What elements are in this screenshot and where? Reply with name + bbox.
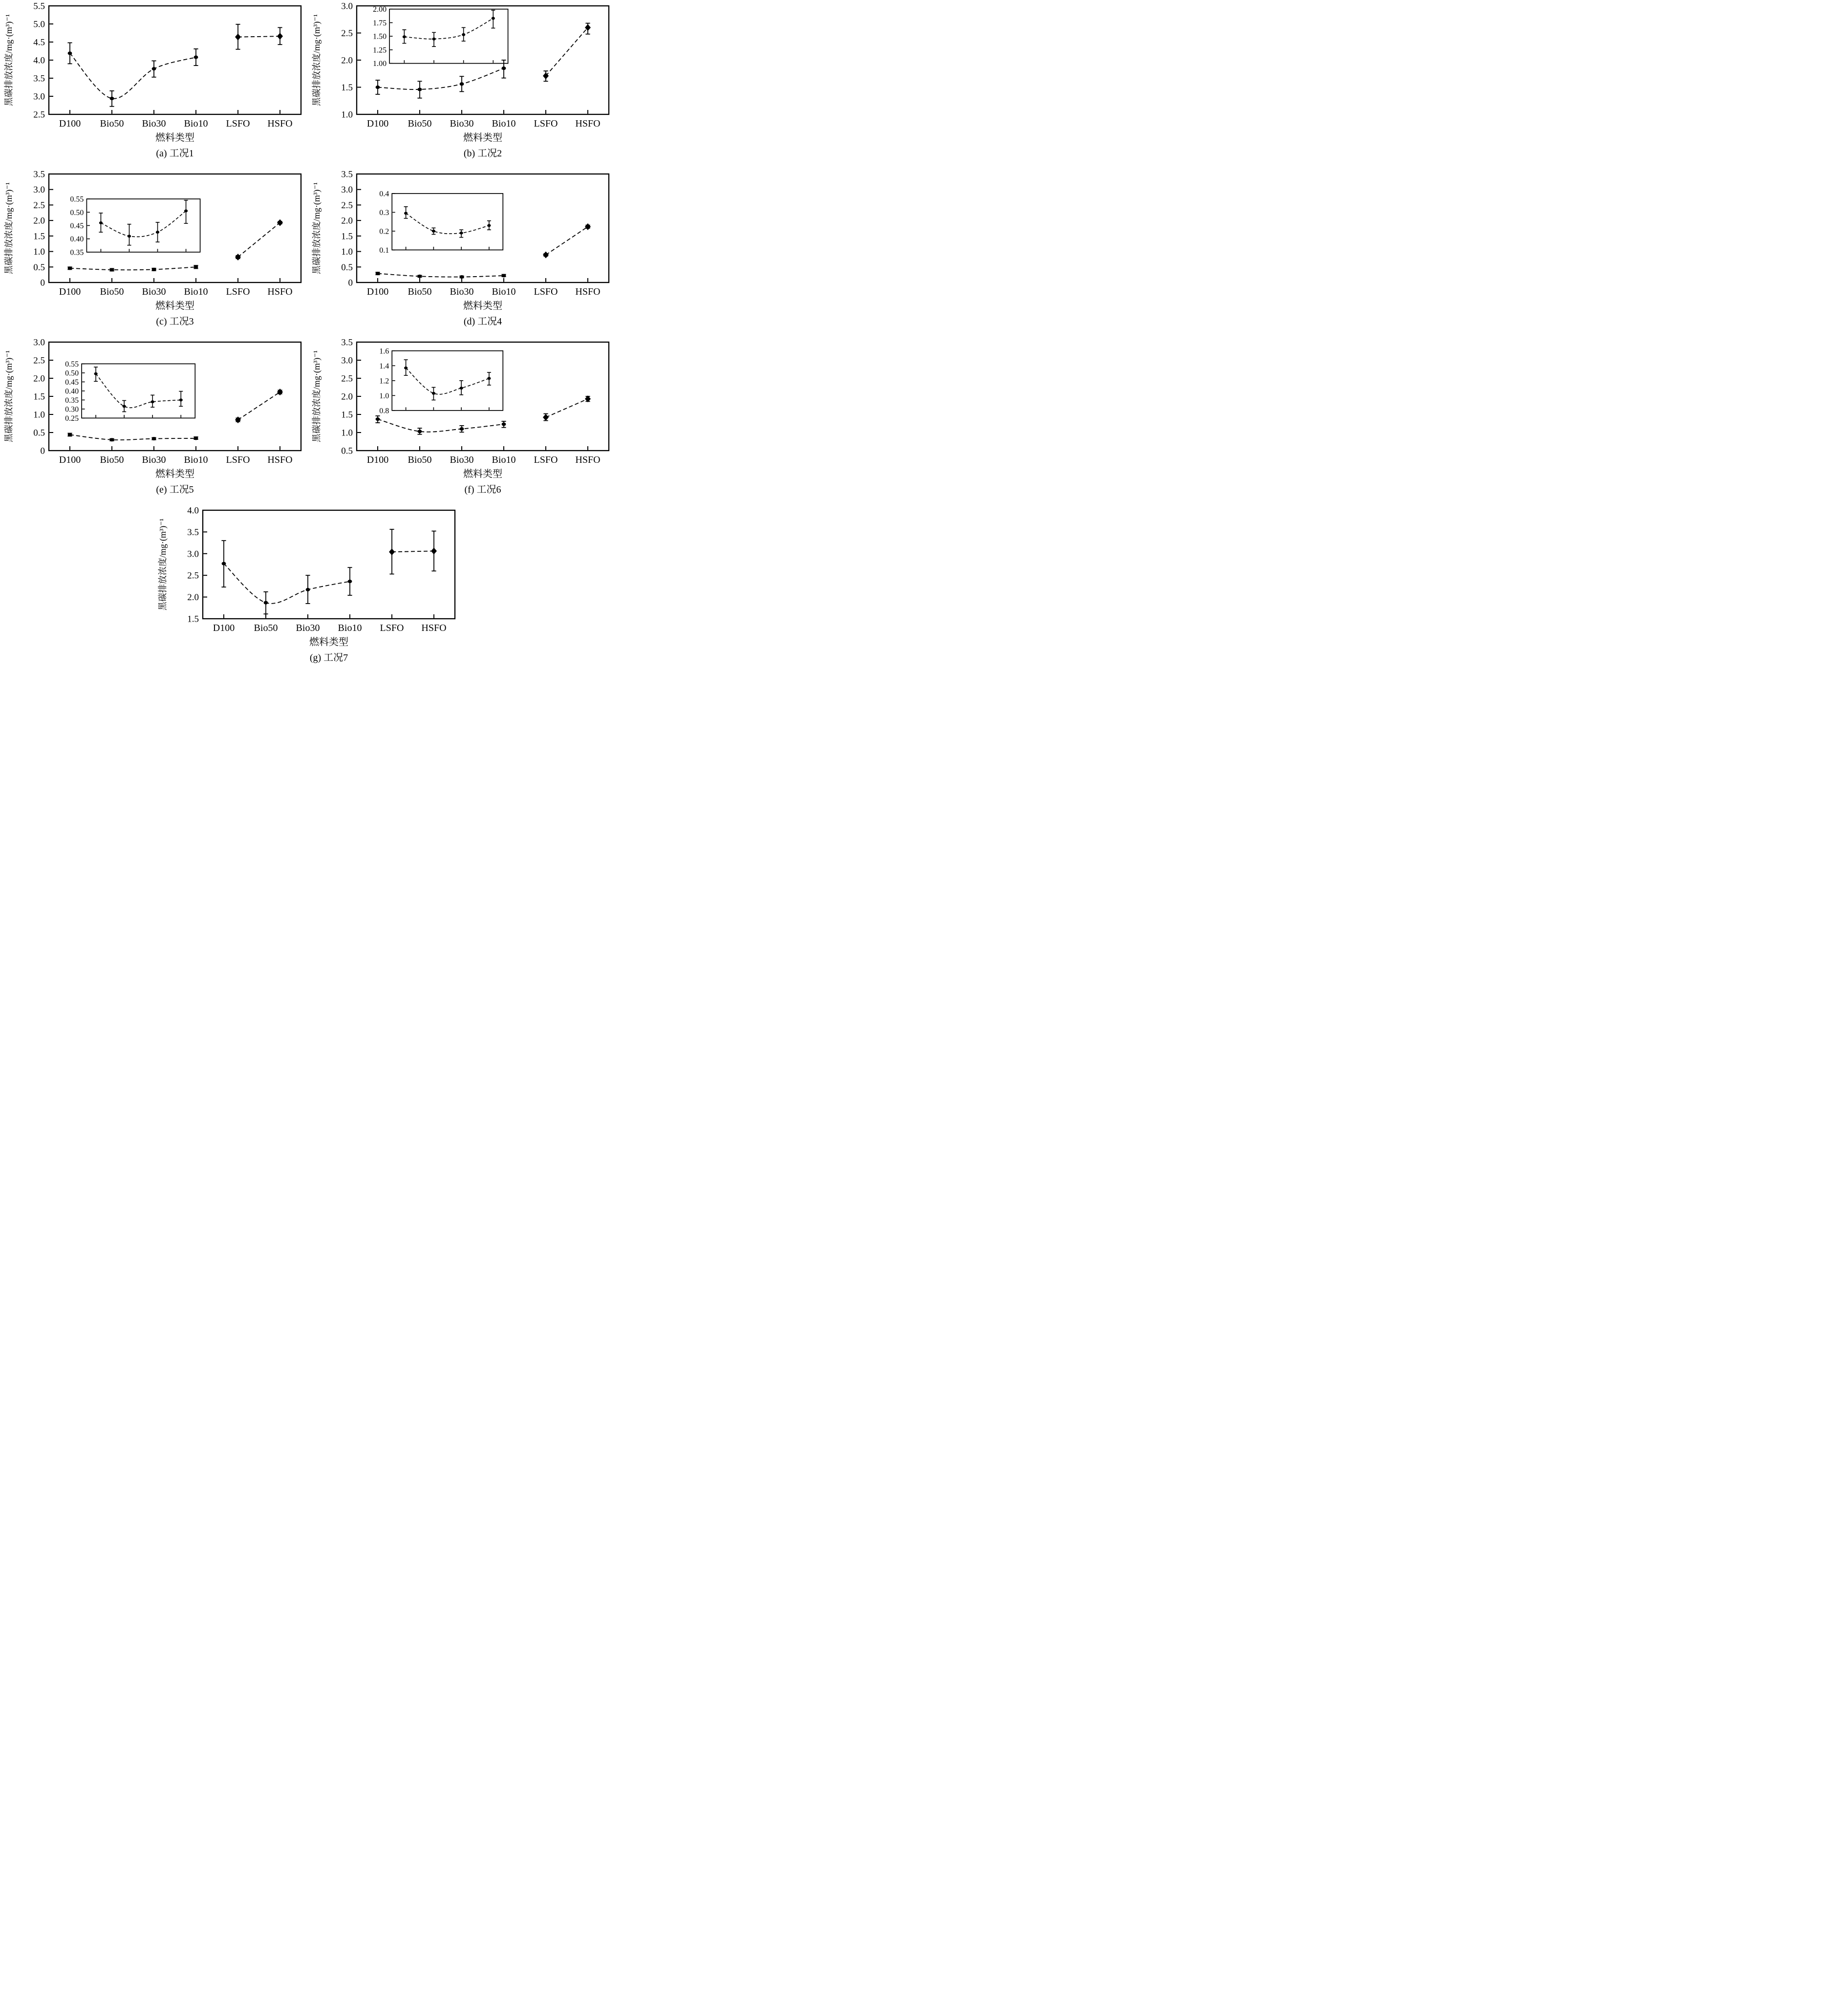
y-tick-label: 1.5 (341, 231, 353, 242)
subplot-a (0, 0, 308, 168)
x-axis-label: 燃料类型 (155, 469, 194, 479)
x-tick-label: Bio30 (142, 286, 166, 297)
x-tick-label: Bio30 (142, 455, 166, 465)
plot-frame (203, 510, 455, 619)
inset-y-tick-label: 1.4 (379, 362, 389, 370)
inset-y-tick-label: 0.25 (65, 414, 79, 423)
x-tick-label: Bio50 (100, 286, 124, 297)
y-tick-label: 3.0 (33, 91, 45, 102)
x-tick-label: Bio50 (100, 118, 124, 129)
x-tick-label: Bio30 (450, 455, 474, 465)
y-tick-label: 2.5 (33, 109, 45, 120)
series-line (70, 434, 196, 440)
inset-y-tick-label: 0.40 (65, 387, 79, 396)
data-point-circle (376, 272, 380, 275)
subplot-c (0, 168, 308, 336)
data-point-circle (404, 212, 408, 215)
x-tick-label: LSFO (534, 455, 558, 465)
series-residual-fuel-oils (235, 219, 283, 260)
y-tick-label: 3.0 (341, 185, 353, 195)
subplot-caption: (g) 工况7 (309, 652, 348, 663)
x-tick-label: Bio10 (184, 118, 208, 129)
subplot-caption: (a) 工况1 (156, 148, 194, 159)
x-tick-label: Bio10 (492, 118, 516, 129)
x-tick-label: LSFO (226, 455, 250, 465)
series-line (546, 27, 588, 76)
y-tick-label: 0.5 (341, 262, 353, 273)
data-point-circle (432, 230, 435, 233)
y-tick-label: 2.5 (341, 28, 353, 39)
data-point-circle (418, 87, 422, 91)
data-point-circle (432, 392, 435, 395)
y-tick-label: 2.5 (33, 200, 45, 211)
x-tick-label: Bio50 (408, 286, 432, 297)
y-tick-label: 1.0 (341, 247, 353, 258)
data-point-circle (68, 433, 72, 436)
x-tick-label: LSFO (534, 286, 558, 297)
inset-y-tick-label: 0.35 (70, 248, 84, 257)
x-tick-label: D100 (366, 118, 389, 129)
data-point-circle (460, 275, 464, 279)
y-tick-label: 3.5 (341, 169, 353, 180)
x-tick-label: HSFO (267, 118, 293, 129)
y-tick-label: 3.5 (187, 527, 199, 538)
y-axis-label: 黑碳排放浓度/mg·(m³)⁻¹ (312, 350, 322, 443)
data-point-circle (128, 235, 131, 238)
data-point-circle (152, 67, 156, 70)
data-point-circle (184, 210, 188, 213)
inset-plot (379, 190, 503, 254)
inset-y-tick-label: 1.6 (379, 347, 389, 356)
data-point-circle (68, 51, 72, 55)
series-line (70, 267, 196, 270)
data-point-circle (460, 387, 463, 390)
data-point-circle (404, 367, 408, 369)
series-line (546, 227, 588, 255)
data-point-circle (68, 266, 72, 270)
inset-plot (65, 360, 195, 423)
y-tick-label: 1.0 (341, 428, 353, 438)
data-point-diamond (277, 219, 283, 226)
chart-a (0, 0, 308, 168)
x-tick-label: LSFO (226, 286, 250, 297)
data-point-circle (432, 38, 435, 41)
y-tick-label: 3.5 (33, 169, 45, 180)
data-point-circle (110, 438, 114, 441)
data-point-circle (194, 265, 198, 269)
x-tick-label: Bio30 (142, 118, 166, 129)
x-tick-label: HSFO (575, 118, 601, 129)
data-point-circle (460, 427, 464, 431)
y-axis-label: 黑碳排放浓度/mg·(m³)⁻¹ (158, 518, 168, 611)
inset-frame (392, 351, 503, 411)
y-axis-label: 黑碳排放浓度/mg·(m³)⁻¹ (4, 350, 14, 443)
y-tick-label: 1.5 (341, 83, 353, 93)
data-point-circle (110, 268, 114, 271)
x-tick-label: D100 (213, 623, 235, 633)
series-line (238, 223, 280, 257)
series-residual-fuel-oils (235, 389, 283, 423)
y-tick-label: 0 (40, 446, 45, 456)
series-line (238, 36, 280, 37)
x-tick-label: HSFO (575, 286, 601, 297)
x-tick-label: Bio50 (100, 455, 124, 465)
y-tick-label: 2.5 (33, 355, 45, 366)
series-diesel-biodiesel-blends (221, 541, 352, 614)
x-tick-label: HSFO (267, 455, 293, 465)
x-tick-label: D100 (366, 286, 389, 297)
series-line (378, 274, 504, 277)
x-tick-label: Bio10 (184, 286, 208, 297)
data-point-circle (487, 224, 491, 227)
x-axis-label: 燃料类型 (155, 132, 194, 143)
series-diesel-biodiesel-blends (67, 43, 198, 106)
inset-y-tick-label: 0.8 (379, 407, 389, 415)
data-point-circle (99, 221, 103, 224)
x-tick-label: D100 (59, 118, 81, 129)
y-tick-label: 3.0 (33, 337, 45, 348)
inset-y-tick-label: 0.50 (70, 208, 84, 217)
data-point-circle (264, 601, 268, 605)
plot-frame (49, 6, 301, 114)
data-point-diamond (235, 34, 241, 41)
x-axis-label: 燃料类型 (463, 469, 502, 479)
series-residual-fuel-oils (543, 395, 591, 421)
data-point-circle (94, 372, 98, 375)
y-tick-label: 3.5 (33, 73, 45, 84)
subplot-g (154, 504, 462, 672)
x-tick-label: LSFO (380, 623, 404, 633)
chart-d (308, 168, 616, 336)
inset-frame (392, 194, 503, 250)
inset-y-tick-label: 0.55 (70, 195, 84, 204)
x-tick-label: HSFO (267, 286, 293, 297)
data-point-circle (502, 274, 506, 277)
series-residual-fuel-oils (543, 23, 591, 82)
chart-c (0, 168, 308, 336)
y-tick-label: 0 (348, 278, 353, 288)
y-axis-label: 黑碳排放浓度/mg·(m³)⁻¹ (4, 182, 14, 275)
subplot-caption: (d) 工况4 (463, 316, 502, 327)
y-tick-label: 0 (40, 278, 45, 288)
y-tick-label: 2.5 (341, 373, 353, 384)
data-point-circle (376, 86, 380, 89)
data-point-diamond (543, 414, 549, 421)
inset-y-tick-label: 0.1 (379, 246, 389, 255)
data-point-circle (418, 430, 422, 433)
subplot-caption: (e) 工况5 (156, 484, 194, 495)
series-line (238, 392, 280, 420)
inset-y-tick-label: 0.40 (70, 235, 84, 244)
data-point-diamond (543, 252, 549, 259)
data-point-circle (487, 377, 491, 380)
data-point-circle (502, 422, 506, 426)
y-tick-label: 2.5 (187, 570, 199, 581)
series-line (392, 551, 434, 552)
chart-g (154, 504, 462, 672)
x-tick-label: D100 (59, 286, 81, 297)
data-point-circle (403, 35, 406, 38)
y-tick-label: 2.5 (341, 200, 353, 211)
inset-y-tick-label: 1.50 (373, 32, 387, 41)
chart-e (0, 336, 308, 504)
series-line (224, 564, 350, 604)
data-point-circle (376, 417, 380, 421)
y-tick-label: 2.0 (341, 55, 353, 66)
x-tick-label: Bio50 (408, 455, 432, 465)
series-residual-fuel-oils (543, 223, 591, 259)
data-point-circle (460, 82, 464, 86)
x-tick-label: D100 (59, 455, 81, 465)
x-tick-label: LSFO (226, 118, 250, 129)
subplot-caption: (f) 工况6 (464, 484, 501, 495)
inset-y-tick-label: 0.4 (379, 190, 389, 198)
inset-frame (389, 9, 508, 64)
y-tick-label: 5.0 (33, 19, 45, 30)
x-tick-label: Bio30 (450, 286, 474, 297)
x-tick-label: HSFO (575, 455, 601, 465)
series-diesel-biodiesel-blends (67, 265, 198, 272)
inset-y-tick-label: 0.2 (379, 227, 389, 236)
y-tick-label: 3.5 (341, 337, 353, 348)
inset-y-tick-label: 2.00 (373, 5, 387, 14)
x-tick-label: D100 (366, 455, 389, 465)
data-point-circle (306, 588, 310, 591)
y-tick-label: 4.5 (33, 37, 45, 48)
x-tick-label: Bio50 (254, 623, 278, 633)
inset-y-tick-label: 0.50 (65, 369, 79, 378)
y-tick-label: 2.0 (341, 391, 353, 402)
x-tick-label: Bio50 (408, 118, 432, 129)
data-point-circle (179, 398, 183, 401)
y-tick-label: 3.0 (33, 185, 45, 195)
data-point-circle (123, 405, 126, 408)
y-tick-label: 0.5 (33, 428, 45, 438)
x-tick-label: Bio10 (184, 455, 208, 465)
y-tick-label: 2.0 (33, 373, 45, 384)
x-tick-label: Bio10 (492, 455, 516, 465)
data-point-circle (502, 66, 506, 70)
figure-panel-grid (0, 0, 616, 672)
chart-f (308, 336, 616, 504)
inset-frame (86, 199, 200, 252)
x-tick-label: Bio30 (296, 623, 320, 633)
subplot-b (308, 0, 616, 168)
series-line (378, 68, 504, 89)
series-residual-fuel-oils (389, 529, 437, 574)
subplot-caption: (b) 工况2 (463, 148, 502, 159)
data-point-circle (460, 232, 463, 235)
y-tick-label: 5.5 (33, 1, 45, 12)
y-tick-label: 1.0 (33, 410, 45, 420)
data-point-circle (110, 97, 114, 100)
series-diesel-biodiesel-blends (67, 433, 198, 442)
inset-plot (373, 5, 508, 68)
series-line (546, 399, 588, 417)
y-tick-label: 0.5 (33, 262, 45, 273)
series-diesel-biodiesel-blends (375, 60, 506, 98)
inset-frame (82, 364, 195, 418)
data-point-circle (194, 436, 198, 440)
x-tick-label: Bio10 (492, 286, 516, 297)
y-tick-label: 3.0 (341, 355, 353, 366)
inset-y-tick-label: 0.3 (379, 208, 389, 217)
x-axis-label: 燃料类型 (463, 132, 502, 143)
inset-y-tick-label: 0.35 (65, 396, 79, 405)
data-point-diamond (431, 547, 437, 554)
data-point-circle (194, 55, 198, 59)
subplot-e (0, 336, 308, 504)
y-axis-label: 黑碳排放浓度/mg·(m³)⁻¹ (312, 182, 322, 275)
data-point-diamond (389, 548, 395, 555)
inset-y-tick-label: 0.30 (65, 405, 79, 414)
y-tick-label: 1.0 (341, 109, 353, 120)
data-point-circle (152, 268, 156, 271)
x-axis-label: 燃料类型 (463, 301, 502, 311)
y-tick-label: 2.0 (341, 216, 353, 226)
series-diesel-biodiesel-blends (375, 416, 506, 434)
data-point-circle (462, 33, 465, 36)
series-line (70, 53, 196, 99)
y-tick-label: 1.0 (33, 247, 45, 258)
series-residual-fuel-oils (235, 24, 283, 49)
y-tick-label: 2.0 (187, 592, 199, 603)
inset-plot (70, 195, 200, 257)
series-diesel-biodiesel-blends (375, 272, 506, 279)
data-point-diamond (277, 389, 283, 395)
data-point-circle (348, 580, 352, 583)
inset-y-tick-label: 1.2 (379, 377, 389, 386)
inset-y-tick-label: 1.00 (373, 60, 387, 68)
y-tick-label: 3.0 (187, 549, 199, 560)
data-point-circle (151, 400, 154, 403)
data-point-circle (222, 562, 226, 565)
y-axis-label: 黑碳排放浓度/mg·(m³)⁻¹ (312, 14, 322, 107)
data-point-diamond (585, 223, 591, 230)
subplot-f (308, 336, 616, 504)
data-point-diamond (235, 254, 241, 260)
y-tick-label: 4.0 (187, 505, 199, 516)
x-tick-label: LSFO (534, 118, 558, 129)
data-point-diamond (277, 33, 283, 40)
y-tick-label: 1.5 (341, 410, 353, 420)
chart-b (308, 0, 616, 168)
x-tick-label: Bio30 (450, 118, 474, 129)
y-tick-label: 1.5 (33, 391, 45, 402)
inset-y-tick-label: 0.55 (65, 360, 79, 369)
data-point-circle (418, 275, 422, 278)
x-tick-label: HSFO (421, 623, 447, 633)
x-tick-label: Bio10 (338, 623, 362, 633)
inset-y-tick-label: 1.0 (379, 391, 389, 400)
data-point-circle (492, 17, 495, 20)
y-tick-label: 1.5 (187, 614, 199, 625)
y-tick-label: 4.0 (33, 55, 45, 66)
y-tick-label: 0.5 (341, 446, 353, 456)
x-axis-label: 燃料类型 (155, 301, 194, 311)
inset-y-tick-label: 0.45 (70, 221, 84, 230)
y-tick-label: 1.5 (33, 231, 45, 242)
inset-y-tick-label: 0.45 (65, 378, 79, 387)
inset-plot (379, 347, 503, 415)
data-point-circle (152, 437, 156, 440)
series-line (378, 419, 504, 432)
data-point-diamond (235, 416, 241, 423)
subplot-caption: (c) 工况3 (156, 316, 194, 327)
inset-y-tick-label: 1.75 (373, 19, 387, 27)
data-point-circle (156, 231, 159, 234)
y-tick-label: 2.0 (33, 216, 45, 226)
subplot-d (308, 168, 616, 336)
x-axis-label: 燃料类型 (309, 637, 348, 648)
inset-y-tick-label: 1.25 (373, 46, 387, 55)
y-axis-label: 黑碳排放浓度/mg·(m³)⁻¹ (4, 14, 14, 107)
y-tick-label: 3.0 (341, 1, 353, 12)
